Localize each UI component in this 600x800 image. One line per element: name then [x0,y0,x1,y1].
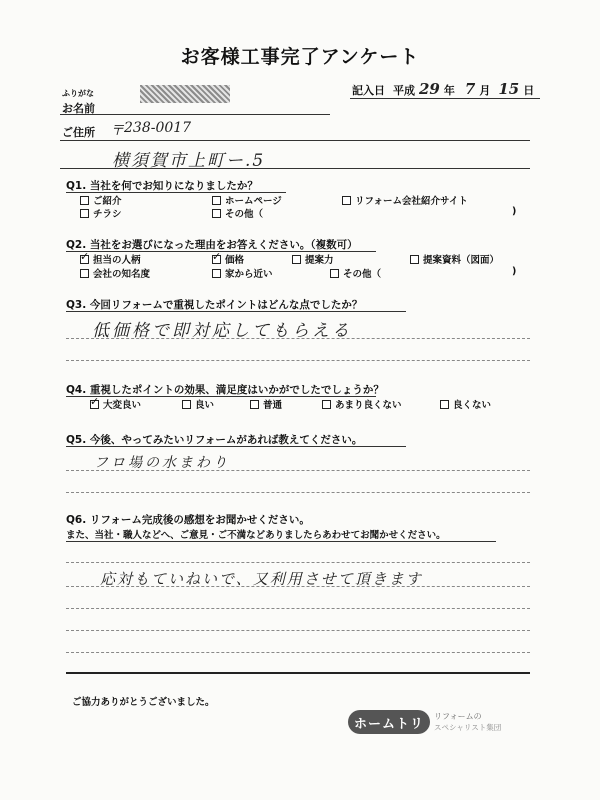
checkbox[interactable] [182,400,191,409]
q6-answer: 応対もていねいで、又利用させて頂きます [100,570,423,588]
q6-label-2: また、当社・職人などへ、ご意見・ご不満などありましたらあわせてお聞かせください。 [66,530,446,541]
checkbox[interactable] [292,255,301,264]
logo-sub-1: リフォームの [434,712,482,721]
q5-answer-line-2 [66,492,530,493]
q2-option-staff[interactable] [80,252,141,266]
q2-option-nearby[interactable] [212,266,273,280]
checkbox[interactable] [250,400,259,409]
checkbox[interactable] [80,269,89,278]
q5-underline [66,446,406,447]
q2-option-price[interactable] [212,252,244,266]
option-label: その他（ [343,269,382,280]
q3-answer-line-2 [66,360,530,361]
furigana-label: ふりがな [62,89,94,98]
option-label: ご紹介 [93,196,122,207]
company-logo: ホームトリ [348,710,430,734]
entry-date [352,80,534,98]
q4-option-good[interactable] [182,397,214,411]
date-label: 記入日 [352,84,385,97]
q1-option-other[interactable] [212,206,263,220]
checkbox-checked[interactable] [212,255,221,264]
option-label: 家から近い [225,269,273,280]
q4-option-bad[interactable] [440,397,491,411]
checkbox[interactable] [212,269,221,278]
q6-answer-line-1 [66,562,530,563]
name-underline [60,114,330,115]
q2-label: Q2. 当社をお選びになった理由をお答えください。（複数可） [66,239,358,251]
era: 平成 [393,84,415,97]
year-unit: 年 [443,84,455,97]
postal-mark: 〒 [110,123,124,139]
q1-option-referral[interactable] [80,193,122,207]
logo-sub-2: スペシャリスト集団 [434,723,502,732]
checkbox[interactable] [322,400,331,409]
option-label: 会社の知名度 [93,269,151,280]
address-line-2 [60,168,530,169]
q3-label: Q3. 今回リフォームで重視したポイントはどんな点でしたか？ [66,299,363,311]
q3-underline [66,311,406,312]
q2-option-other[interactable] [330,266,381,280]
option-label: 普通 [263,400,283,411]
q6-answer-line-2 [66,586,530,587]
option-label: 良くない [453,400,492,411]
option-label: 担当の人柄 [93,255,141,266]
name-redacted [140,85,230,103]
q3-answer: 低価格で即対応してもらえる [92,321,352,341]
q1-label: Q1. 当社を何でお知りになりましたか？ [66,180,258,192]
option-label: その他（ [225,209,264,220]
q1-option-flyer[interactable] [80,206,122,220]
checkbox-checked[interactable] [80,255,89,264]
address-handwritten: 横須賀市上町ー.5 [112,151,266,171]
address-label: ご住所 [62,126,95,139]
q6-answer-line-5 [66,652,530,653]
option-label: チラシ [93,209,122,220]
checkbox[interactable] [342,196,351,205]
q4-option-not-good[interactable] [322,397,402,411]
thanks-text: ご協力ありがとうございました。 [72,697,215,708]
checkbox[interactable] [212,209,221,218]
month-unit: 月 [479,84,491,97]
q2-option-materials[interactable] [410,252,499,266]
checkbox[interactable] [80,196,89,205]
option-label: リフォーム会社紹介サイト [355,196,468,207]
option-label: 価格 [225,255,245,266]
q1-option-homepage[interactable] [212,193,282,207]
checkbox[interactable] [80,209,89,218]
option-label: ホームページ [225,196,282,207]
date-underline [350,98,540,99]
checkbox[interactable] [330,269,339,278]
q6-underline [66,541,496,542]
q4-option-very-good[interactable] [90,397,141,411]
month-value: 7 [464,80,476,98]
day-unit: 日 [523,84,535,97]
q2-option-proposal[interactable] [292,252,334,266]
q5-label: Q5. 今後、やってみたいリフォームがあれば教えてください。 [66,434,363,446]
q5-answer-line-1 [66,470,530,471]
option-label: 提案資料（図面） [423,255,500,266]
option-label: 大変良い [103,400,142,411]
q2-option-reputation[interactable] [80,266,150,280]
option-label: 良い [195,400,215,411]
address-line-1 [60,140,530,141]
option-label: 提案力 [305,255,334,266]
q5-answer: フロ場の水まわり [94,455,230,471]
q1-option-portal[interactable] [342,193,468,207]
page-title: お客様工事完了アンケート [180,46,420,68]
q6-label: Q6. リフォーム完成後の感想をお聞かせください。 [66,514,310,526]
q6-answer-line-4 [66,630,530,631]
checkbox-checked[interactable] [90,400,99,409]
q2-close-paren: ) [512,266,517,277]
q4-option-neutral[interactable] [250,397,282,411]
day-value: 15 [498,80,520,98]
postal-code: 238-0017 [124,120,192,136]
year-value: 29 [419,80,440,98]
name-label: お名前 [62,102,95,115]
q1-close-paren: ) [512,206,517,217]
option-label: あまり良くない [335,400,402,411]
q6-answer-line-3 [66,608,530,609]
checkbox[interactable] [410,255,419,264]
footer-divider [66,672,530,674]
q3-answer-line-1 [66,338,530,339]
checkbox[interactable] [212,196,221,205]
q4-label: Q4. 重視したポイントの効果、満足度はいかがでしたでしょうか？ [66,384,384,396]
checkbox[interactable] [440,400,449,409]
